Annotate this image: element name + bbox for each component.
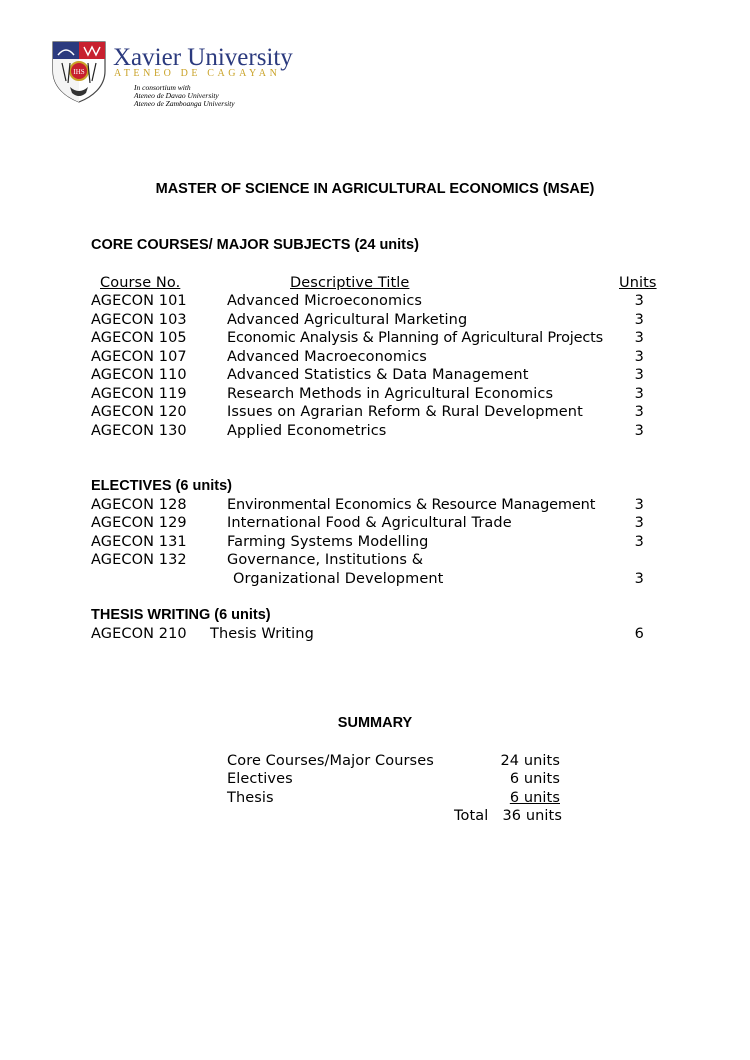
course-title: Thesis Writing <box>210 626 314 642</box>
consortium-line-1: In consortium with <box>134 83 191 92</box>
column-header-units: Units <box>619 275 657 291</box>
consortium-line-2: Ateneo de Davao University <box>134 91 219 100</box>
course-title: Issues on Agrarian Reform & Rural Development <box>227 404 583 420</box>
course-code: AGECON 120 <box>91 404 187 420</box>
course-units: 3 <box>634 571 644 587</box>
summary-total-value: 36 units <box>502 808 562 824</box>
course-code: AGECON 107 <box>91 349 187 365</box>
course-code: AGECON 210 <box>91 626 187 642</box>
course-title: Farming Systems Modelling <box>227 534 429 550</box>
course-units: 3 <box>634 367 644 383</box>
summary-value: 6 units <box>509 771 560 787</box>
thesis-heading: THESIS WRITING (6 units) <box>91 607 271 623</box>
course-title: Applied Econometrics <box>227 423 387 439</box>
column-header-course-no: Course No. <box>100 275 181 291</box>
course-title: Advanced Statistics & Data Management <box>227 367 529 383</box>
course-units: 3 <box>634 534 644 550</box>
summary-value: 6 units <box>509 790 560 806</box>
electives-heading: ELECTIVES (6 units) <box>91 478 232 494</box>
summary-total-label: Total <box>454 808 489 824</box>
crest-monogram: IHS <box>73 68 85 76</box>
column-header-title: Descriptive Title <box>290 275 410 291</box>
course-units: 3 <box>634 349 644 365</box>
course-title: Advanced Agricultural Marketing <box>227 312 468 328</box>
course-title: Advanced Microeconomics <box>227 293 423 309</box>
course-units: 3 <box>634 386 644 402</box>
summary-value: 24 units <box>500 753 560 769</box>
program-title: MASTER OF SCIENCE IN AGRICULTURAL ECONOMICS (MSAE) <box>155 181 595 197</box>
course-title: Environmental Economics & Resource Management <box>227 497 596 513</box>
course-code: AGECON 131 <box>91 534 187 550</box>
course-units: 3 <box>634 423 644 439</box>
course-title-continued: Organizational Development <box>233 571 444 587</box>
course-code: AGECON 130 <box>91 423 187 439</box>
course-title: International Food & Agricultural Trade <box>227 515 512 531</box>
course-code: AGECON 129 <box>91 515 187 531</box>
university-subtitle: ATENEO DE CAGAYAN <box>114 68 281 79</box>
course-code: AGECON 105 <box>91 330 187 346</box>
course-code: AGECON 110 <box>91 367 187 383</box>
course-units: 3 <box>634 404 644 420</box>
university-crest-logo <box>52 41 106 103</box>
summary-heading: SUMMARY <box>337 715 413 731</box>
course-units: 3 <box>634 330 644 346</box>
summary-label: Thesis <box>227 790 274 806</box>
course-code: AGECON 128 <box>91 497 187 513</box>
course-title: Governance, Institutions & <box>227 552 424 568</box>
course-title: Research Methods in Agricultural Economics <box>227 386 554 402</box>
course-code: AGECON 132 <box>91 552 187 568</box>
course-code: AGECON 101 <box>91 293 187 309</box>
summary-label: Core Courses/Major Courses <box>227 753 434 769</box>
course-units: 3 <box>634 515 644 531</box>
course-code: AGECON 103 <box>91 312 187 328</box>
consortium-line-3: Ateneo de Zamboanga University <box>134 99 235 108</box>
summary-value-wrap <box>470 789 560 807</box>
course-title: Economic Analysis & Planning of Agricultural Projects <box>227 330 603 346</box>
summary-label: Electives <box>227 771 293 787</box>
university-name: Xavier University <box>113 44 293 71</box>
course-units: 3 <box>634 312 644 328</box>
course-units: 3 <box>634 497 644 513</box>
course-units: 3 <box>634 293 644 309</box>
course-title: Advanced Macroeconomics <box>227 349 427 365</box>
course-units: 6 <box>634 626 644 642</box>
course-code: AGECON 119 <box>91 386 187 402</box>
core-heading: CORE COURSES/ MAJOR SUBJECTS (24 units) <box>91 237 419 253</box>
